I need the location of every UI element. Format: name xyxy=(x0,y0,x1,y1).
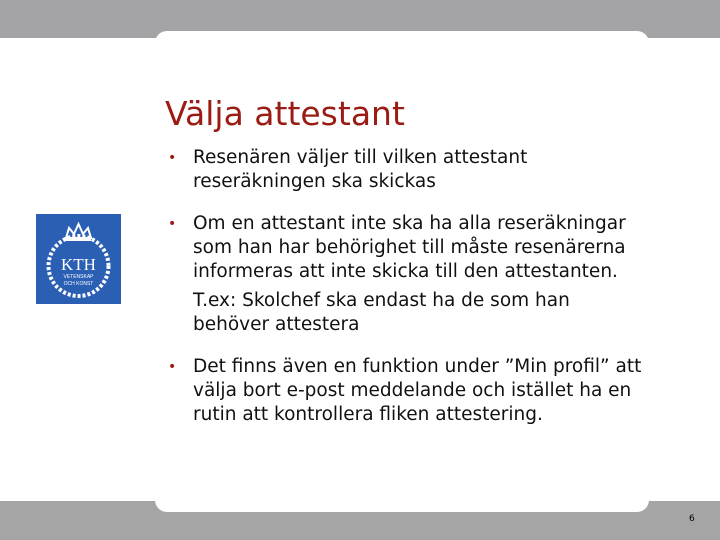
bullet-item xyxy=(168,212,648,337)
svg-text:KTH: KTH xyxy=(61,255,96,274)
bullet-text: Resenären väljer till vilken attestant reseräkningen ska skickas xyxy=(193,147,528,192)
bullet-icon: • xyxy=(168,150,177,166)
bullet-item xyxy=(168,146,648,194)
bullet-subtext: T.ex: Skolchef ska endast ha de som han behöver attestera xyxy=(193,290,570,335)
slide-title: Välja attestant xyxy=(165,94,405,133)
page-number: 6 xyxy=(689,514,695,524)
bullet-icon: • xyxy=(168,216,177,232)
bullet-text: Det finns även en funktion under ”Min profil” att välja bort e-post meddelande och istället ha en rutin att kontrollera fliken attestering. xyxy=(193,356,642,425)
svg-text:VETENSKAP: VETENSKAP xyxy=(63,274,94,280)
bullet-text: Om en attestant inte ska ha alla reseräkningar som han har behörighet till måste resenärerna informeras att inte skicka till den attestanten. xyxy=(193,213,626,282)
bullet-item xyxy=(168,355,648,427)
bullet-list xyxy=(168,146,648,445)
kth-logo xyxy=(36,214,121,304)
kth-logo-icon xyxy=(36,214,121,304)
bullet-icon: • xyxy=(168,359,177,375)
svg-text:OCH KONST: OCH KONST xyxy=(63,281,94,287)
